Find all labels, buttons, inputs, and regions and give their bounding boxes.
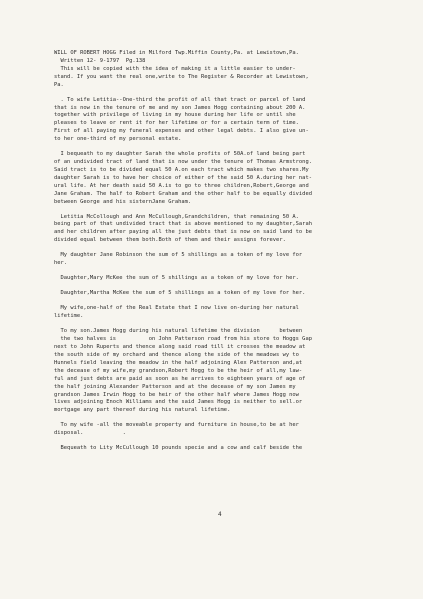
text-line: Bequeath to Lity McCullough 10 pounds specie and a cow and calf beside the: [54, 445, 303, 452]
text-line: Pa.: [54, 81, 64, 88]
text-line: divided equal between them both.Both of them and their assigns forever.: [54, 237, 286, 244]
paragraph-gap: [54, 298, 392, 305]
paragraph: [54, 445, 392, 453]
text-line: daughter Sarah is to have her choice of either of the said 50 A.during her nat-: [54, 174, 312, 181]
paragraph-gap: [54, 268, 392, 275]
paragraph: [54, 214, 392, 246]
text-line: Letitia McCollough and Ann McCullough,Grandchildren, that remaining 50 A.: [54, 213, 299, 220]
text-line: the half joining Alexander Patterson and at the decease of my son James my: [54, 383, 296, 390]
text-line: lifetime.: [54, 313, 84, 320]
paragraph: [54, 151, 392, 206]
text-line: pleases to leave or rent it for her lifetime or for a certain term of time.: [54, 120, 299, 127]
text-line: stand. If you want the real one,write to The Register & Recorder at Lewistown,: [54, 73, 309, 80]
paragraph-gap: [54, 144, 392, 151]
paragraph: [54, 305, 392, 321]
text-line: together with privilege of living in my house during her life or until she: [54, 112, 296, 119]
text-line: To my wife -all the moveable property and furniture in house,to be at her: [54, 422, 299, 429]
page-number: 4: [218, 511, 222, 518]
text-line: the south side of my orchard and thence along the side of the meadows wy to: [54, 352, 299, 359]
text-line: To my son.James Hogg during his natural lifetime the division between: [54, 328, 303, 335]
text-line: This will be copied with the idea of making it a little easier to under-: [54, 65, 296, 72]
paragraph-gap: [54, 89, 392, 96]
text-line: to her one-third of my personal estate.: [54, 136, 182, 143]
text-line: My wife,one-half of the Real Estate that I now live on-during her natural: [54, 305, 299, 312]
text-line: and her children after paying all the just debts that is now on said land to be: [54, 229, 312, 236]
text-line: the two halves is on John Patterson road from his store to Hoggs Gap: [54, 336, 312, 343]
text-line: lives adjoining Enoch Williams and the said James Hogg is neither to sell.or: [54, 399, 303, 406]
will-transcription-text: [54, 50, 392, 453]
text-line: that is now in the tenure of me and my son James Hogg containing about 200 A.: [54, 104, 306, 111]
paragraph: [54, 97, 392, 144]
text-line: Daughter,Mary McKee the sum of 5 shillings as a token of my love for her.: [54, 275, 299, 282]
text-line: Jane Graham. The half to Robert Graham and the other half to be equally divided: [54, 190, 312, 197]
text-line: between George and his sisternJane Graham.: [54, 198, 192, 205]
paragraph: [54, 275, 392, 283]
paragraph-gap: [54, 321, 392, 328]
text-line: being part of that undivided tract that is above mentioned to my daughter,Sarah: [54, 221, 312, 228]
text-line: the decease of my wife,my grandson,Robert Hogg to be the heir of all,my law-: [54, 367, 303, 374]
text-line: ful and just debts are paid as soon as he arrives to eighteen years of age of: [54, 375, 306, 382]
paragraph: [54, 50, 392, 89]
text-line: Written 12- 9-1797 Pg.138: [54, 57, 146, 64]
text-line: next to John Ruperts and thence along said road till it crosses the meadow at: [54, 344, 306, 351]
paragraph-gap: [54, 206, 392, 213]
text-line: My daughter Jane Robinson the sum of 5 shillings as a token of my love for: [54, 252, 303, 259]
text-line: Said tract is to be divided equal 50 A.on each tract which makes two shares.My: [54, 166, 309, 173]
paragraph-gap: [54, 283, 392, 290]
paragraph: [54, 328, 392, 415]
text-line: I bequeath to my daughter Sarah the whole profits of 50A.of land being part: [54, 151, 306, 158]
text-line: . To wife Letitia--One-third the profit of all that tract or parcel of land: [54, 96, 306, 103]
text-line: First of all paying my funeral expenses and other legal debts. I also give un-: [54, 128, 309, 135]
text-line: Hunnels field leaving the meadow in the half adjoining Alex Patterson and,at: [54, 360, 303, 366]
text-line: of an undivided tract of land that is now under the tenure of Thomas Armstrong.: [54, 159, 312, 166]
paragraph-gap: [54, 415, 392, 422]
paragraph-gap: [54, 245, 392, 252]
text-line: Daughter,Martha McKee the sum of 5 shillings as a token of my love for her.: [54, 290, 306, 297]
text-line: mortgage any part thereof during his natural lifetime.: [54, 407, 231, 414]
text-line: WILL OF ROBERT HOGG Filed in Milford Twp.Miffin County,Pa. at Lewistown,Pa.: [54, 50, 299, 56]
paragraph: [54, 252, 392, 268]
text-line: her.: [54, 260, 68, 267]
paragraph-gap: [54, 438, 392, 445]
paragraph: [54, 422, 392, 438]
text-line: grandson James Irwin Hogg to be heir of the other half where James Hogg now: [54, 391, 299, 398]
text-line: disposal. .: [54, 430, 126, 437]
text-line: ural life. At her death said 50 A.is to go to three children,Robert,George and: [54, 182, 309, 189]
paragraph: [54, 290, 392, 298]
